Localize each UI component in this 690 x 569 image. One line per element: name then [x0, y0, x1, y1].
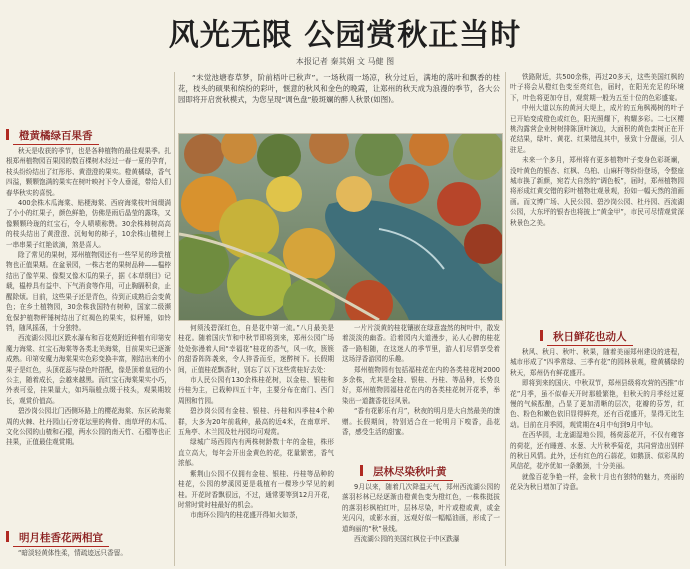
middle-column-a-text: [178, 323, 334, 566]
section-heading-autumn-flowers: 秋日鲜花也动人: [540, 329, 684, 345]
paragraph: 碧沙岗公园有金桂、银桂、丹桂和四季桂4个种群，大多为20年前栽种，最高的近4米，在南草坪、五角亭、木兰园及牡丹园均可观赏。: [178, 407, 334, 437]
paragraph: 铁路附近，共500余株，再过20多天，这些美国红枫的叶子将会从橙红色变至亮红色，届时，在阳光充足的环境下，叶色将更加夺目，观赏期一般为五至十位的色彩盛宴。: [510, 73, 684, 102]
lead-paragraph: “未觉池塘春草梦，阶前梧叶已秋声”。一场秋雨一场凉，秋分过后，满地的落叶和飘香的桂花，枝头的硕果和缤纷的彩叶，惬意的秋风和金色的晚霞，让郑州的秋天成为浪漫的季节，各大公园即将开启赏秋模式，为您呈现“调色盘”般斑斓的醉人秋景(如图)。: [178, 73, 500, 104]
paragraph: 9月以来，随着几次降温天气，郑州西流湖公园的落羽杉林已经逐渐由橙黄色变为橙红色，一株株挺拔的落羽杉枫柏红叶，层林尽染，叶片或橙或黄，或金光闪闪，或影水面，远观好似一幅幅油画，形成了一道绚丽的“秋”景线。: [342, 483, 500, 533]
autumn-park-photo: [178, 133, 503, 321]
paragraph: “香有花影乐有月”，秋夜的明月是大自然最美的馈赠。长假期间，特别适合在一轮明月下嗅香，品花香，感受生活的甜蜜。: [342, 407, 500, 437]
right-column-text-2: [510, 347, 684, 566]
paragraph: 即将到来的国庆、中秋双节，郑州县级将攻营的西推“市花”月季，虽不似春天开时那般繁艳，但秋天的月季经过夏慢的气候酝酿，凸显了更加清晰的层次，花瓣的芬芳，红色、粉色和嫩色依旧显得鲜亮，还有百花盛开，显得无比生动。目前在月季园，观赏期在4月中旬到9月中旬。: [510, 379, 684, 429]
heading-bar: [540, 330, 543, 341]
heading-bar: [6, 531, 9, 542]
paragraph: 市南环公园内的桂花盛开得如火如荼，: [190, 511, 303, 520]
left-bottom-text: [6, 548, 171, 566]
paragraph: 紫荆山公园不仅拥有金桂、银桂、丹桂等品种的桂花，公园的梦溪园更是栽植有一棵珍少罕见的刺桂。开花时香飘很远，不过，通常要等到12月开花，时常时赏时桂最好的机会。: [178, 469, 334, 509]
paragraph: 秋天是收获的季节，也是各种植物的最佳观果季。扎根郑州植物园百果园的数百棵树木经过一春一夏的孕育，枝头纷纷结出了红彤彤、黄澄澄的果实。橙黄橘绿，香气四溢，颗颗饱满的果实在树叶映衬下令人垂涎，带给人们春华秋实的喜悦。: [6, 147, 171, 197]
column-rule: [505, 72, 506, 566]
heading-bar: [360, 465, 363, 476]
paragraph: 就像百花争艳一样，金秋十月也有独特的魅力，亮丽的花朵为秋日增加了诗意。: [510, 472, 684, 492]
section-heading-orange-green: 橙黄橘绿百果香: [6, 128, 171, 144]
section-heading-moon-osmanthus: 明月桂香花两相宜: [6, 530, 171, 546]
section-heading-autumn-leaves: 层林尽染秋叶黄: [360, 464, 500, 480]
paragraph: 400余株木瓜海棠、贴梗海棠、西府海棠枝叶间缀满了小小的红果子，颜色鲜艳，仿佛是雨后晶莹的露珠，又像颗颗玲珑的红宝石，令人啧啧称赞。30余株柿树高高的枝头结出了黄澄澄、沉甸甸的柿子，10余株山楂树上一串串果子红艳欲滴，煞是喜人。: [6, 199, 171, 249]
paragraph: 碧沙岗公园北门西侧环路上的樱花海棠、东区砖海棠周的火棘、杜丹园山石旁花坛里的枸骨、南草坪的木瓜、文化公园的山楂和石榴，两水公园的南天竹、石榴等也正挂果，正值最佳观赏期。: [6, 407, 171, 447]
paragraph: 市人民公园有130余株桂花树，以金桂、银桂和丹桂为主，已栽种四五十年，主要分布在南门、西门周围和竹园。: [178, 376, 334, 405]
paragraph: 在西华园，北龙湖湿地公园，杨荷蕊花开，不仅有雍容的荷花，还有睡莲、水葱、大片秋季菊花，共同营造出别样的秋日风情。此外，还有红色的石蒜花，如鹅顶、似彩凤的风信花，花序优如一条鹅颈，十分美丽。: [510, 431, 684, 471]
byline: 本报记者 秦其娟 文 马健 图: [295, 57, 395, 66]
paragraph: 一片片淡黄的桂花镶嵌在绿意盎然的树叶中，散发着淡淡的幽香。沿着园内大道漫步，沁人心脾的桂花香一路相随，在这迷人的季节里，游人们尽情享受着这场浮香游园的乐趣。: [342, 324, 500, 364]
right-column-text: [510, 72, 684, 322]
headline: 风光无限 公园赏秋正当时: [168, 18, 522, 53]
paragraph: 西流湖公园北区跌水瀑布和百花苑附近种植有印第安魔力海棠、红宝石海棠等各类北美海棠，目前果实已逐渐成熟。印第安魔力海棠果实色彩变换丰富，刚结出来的小果子是红色，头顶花蕊与绿色叶搭配，像是顶着皇冠的小公主，随着成长，会越来越黑。而红宝石海棠果实小巧，外表可爱，挂果量大，如玛瑙般点缀于枝头，观果期较长，观赏价值高。: [6, 334, 171, 405]
middle-column-b-text: [342, 323, 500, 460]
paragraph: “暗淡轻黄体性柔，情疏迹远只香留。: [18, 549, 127, 557]
paragraph: 郑州植物园有包括福桂花在内的各类桂花树2000多余株，尤其是金桂、银桂、丹桂、等品种，长势良好，郑州植物园福桂花在内的各类桂花树开花季，举染出一道馥香花径风景。: [342, 365, 500, 405]
heading-bar: [6, 129, 9, 140]
middle-column-b-text-2: [342, 482, 500, 566]
paragraph: 何须浅碧深红色，自是花中第一流。”八月最美是桂花。随着国庆节和中秋节即将到来，郑州公园广场处处弥漫着人间“幸福花”桂花的香气，风一吹，簇簇的甜香阵阵袭来，令人猝香而至，迷醉树下。长假期间，正值桂花飘香时，别忘了以下这些赏桂好去处：: [178, 324, 334, 374]
column-rule: [174, 72, 175, 566]
photo-illustration: [179, 134, 502, 320]
paragraph: 未来一个多月，郑州将有更多植物叶子变身色彩斑斓，没叶黄色的银杏、红枫、乌桕、山麻杆等纷纷登场，令整座城市换了新颜，宛若大自然的“调色板”，届时，郑州植物园将形成红黄交错的彩叶植物壮观景观，扮如一幅天然的油画画。而文博广场、人民公园、碧沙岗公园、杜丹园、西流湖公园，大东坪的银杏也将披上“黄金甲”，市民可尽情观赏深秋景色之美。: [510, 156, 684, 227]
paragraph: 中州大道以东的黄河大堤上，成片的五角枫褐树的叶子已开始变成橙色或红色，阳光照耀下，构耀多彩。二七区樱桃沟露营企业树树排陈顶叶演边，大面积的黄色栾树正在开花结果，绿叶、黄花、红果错乱其中，景致十分靓丽，引人驻足。: [510, 104, 684, 154]
paragraph: 秋风、秋月、秋叶、秋果，随着美丽郑州建设的进程，城市形成了“四季常绿、三季有花”的园林景观，橙黄橘绿的秋天，郑州仍有鲜花盛开。: [510, 348, 684, 377]
left-column-text: [6, 146, 171, 524]
paragraph: 绿城广场西园内有两株树龄数十年的金桂，株形直立高大，每年会开出金黄色的花，花量繁密，香气浓郁。: [178, 438, 334, 468]
paragraph: 除了常见的果树，郑州植物园还有一些罕见的珍贵植物也正值果期。在盆景园，一株古老的果树品种——榅桲结出了像苹果、像梨又像木瓜的果子，据《本草纲目》记载，榅桲具有益中、下气消食等作用，可止胸膈积食，止醒除烦。目前，这些果子还是青色，待到正成熟后会变黄色；在乡土植物园，30余株我国特有树种，国家二级濒危保护植物秤锤树结出了红褐色的果实，似秤锤，如铃铛，随风摇荡，十分独特。: [6, 251, 171, 332]
paragraph: 西流湖公园的美国红枫位于中区跌瀑: [354, 535, 460, 544]
